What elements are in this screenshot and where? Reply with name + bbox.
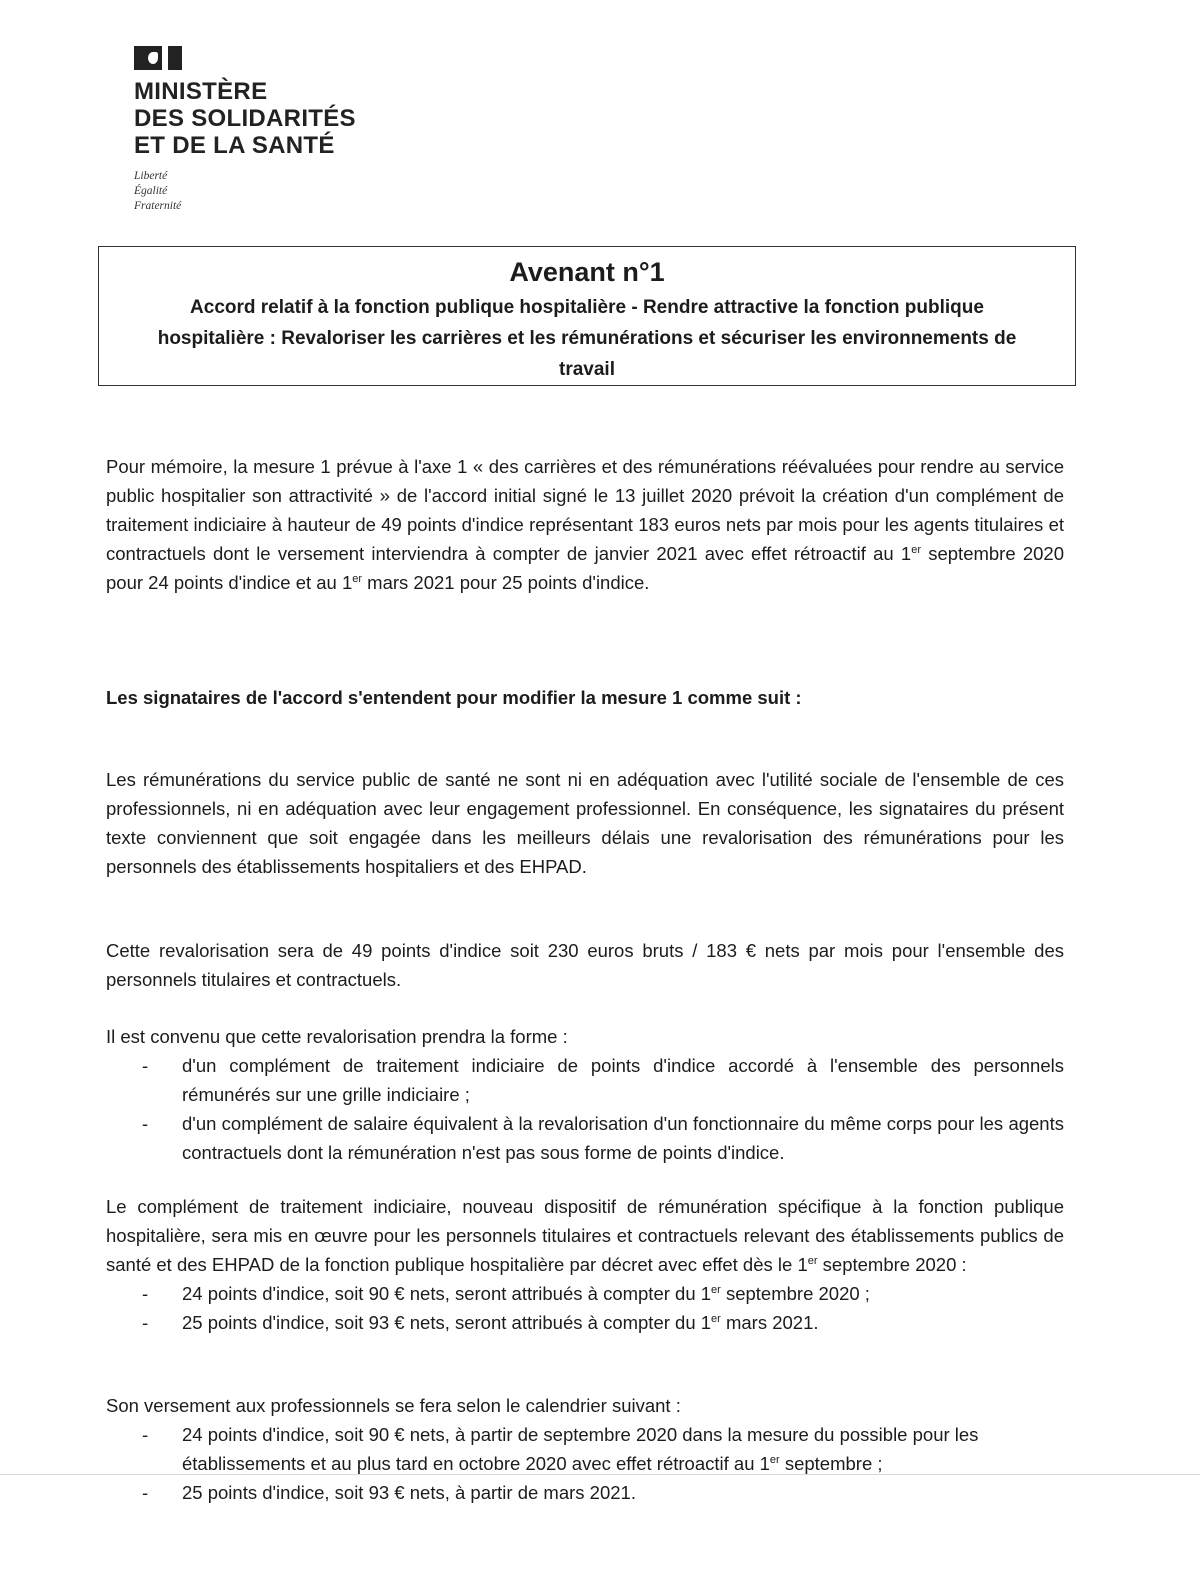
list-item: - 25 points d'indice, soit 93 € nets, seront attribués à compter du 1er mars 2021.	[182, 1308, 1064, 1337]
title-box	[98, 246, 1076, 386]
versement-intro: Son versement aux professionnels se fera selon le calendrier suivant :	[106, 1395, 681, 1416]
complement-paragraph: Le complément de traitement indiciaire, nouveau dispositif de rémunération spécifique à la fonction publique hospitalière, sera mis en œuvre pour les personnels titulaires et contractuels relevant des établissements publics de santé et des EHPAD de la fonction publique hospitalière par décret avec effet dès le 1er septembre 2020 :	[106, 1196, 1064, 1275]
marianne-emblem-icon	[134, 44, 356, 70]
ministry-name: MINISTÈRE DES SOLIDARITÉS ET DE LA SANTÉ	[134, 78, 356, 159]
signatories-heading: Les signataires de l'accord s'entendent pour modifier la mesure 1 comme suit :	[106, 687, 802, 708]
list-item: - d'un complément de salaire équivalent à la revalorisation d'un fonctionnaire du même corps pour les agents contractuels dont la rémunération n'est pas sous forme de points d'indice.	[182, 1109, 1064, 1167]
list-item: - 24 points d'indice, soit 90 € nets, seront attribués à compter du 1er septembre 2020 ;	[182, 1279, 1064, 1308]
document-subtitle: Accord relatif à la fonction publique hospitalière - Rendre attractive la fonction publique hospitalière : Revaloriser les carrières et les rémunérations et sécuriser les environnements de travail	[157, 297, 1017, 380]
intro-paragraph: Pour mémoire, la mesure 1 prévue à l'axe 1 « des carrières et des rémunérations réévaluées pour rendre au service public hospitalier son attractivité » de l'accord initial signé le 13 juillet 2020 prévoit la création d'un complément de traitement indiciaire à hauteur de 49 points d'indice représentant 183 euros nets par mois pour les agents titulaires et contractuels dont le versement interviendra à compter de janvier 2021 avec effet rétroactif au 1er septembre 2020 pour 24 points d'indice et au 1er mars 2021 pour 25 points d'indice.	[106, 456, 1065, 593]
revalorisation-paragraph: Cette revalorisation sera de 49 points d'indice soit 230 euros bruts / 183 € nets par mois pour l'ensemble des personnels titulaires et contractuels.	[106, 940, 1064, 990]
forme-intro: Il est convenu que cette revalorisation prendra la forme :	[106, 1026, 568, 1047]
document-title: Avenant n°1	[509, 257, 665, 287]
versement-section	[106, 1391, 1064, 1507]
list-item: - 25 points d'indice, soit 93 € nets, à partir de mars 2021.	[182, 1478, 1064, 1507]
republic-motto: Liberté Égalité Fraternité	[134, 170, 182, 212]
forme-section	[106, 1022, 1064, 1167]
complement-section	[106, 1192, 1064, 1337]
remunerations-paragraph: Les rémunérations du service public de santé ne sont ni en adéquation avec l'utilité sociale de l'ensemble de ces professionnels, ni en adéquation avec leur engagement professionnel. En conséquence, les signataires du présent texte conviennent que soit engagée dans les meilleurs délais une revalorisation des rémunérations pour les personnels des établissements hospitaliers et des EHPAD.	[106, 769, 1064, 877]
list-item: - 24 points d'indice, soit 90 € nets, à partir de septembre 2020 dans la mesure du possible pour les établissements et au plus tard en octobre 2020 avec effet rétroactif au 1er septembre ;	[182, 1420, 1064, 1478]
ministry-logo	[134, 44, 356, 214]
list-item: - d'un complément de traitement indiciaire de points d'indice accordé à l'ensemble des personnels rémunérés sur une grille indiciaire ;	[182, 1051, 1064, 1109]
